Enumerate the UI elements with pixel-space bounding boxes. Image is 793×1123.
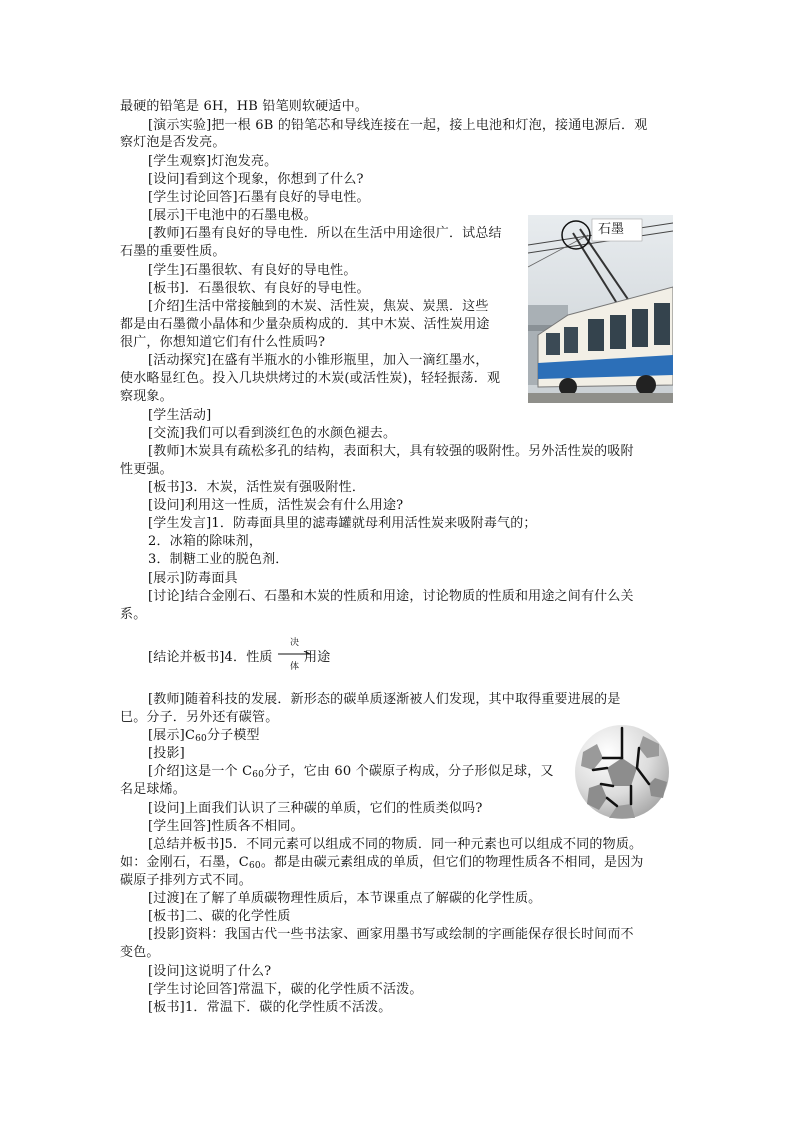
text-line: 很广，你想知道它们有什么性质吗? [120,335,326,350]
text-line: [板书]1．常温下．碳的化学性质不活泼。 [148,1000,392,1015]
text-line: [板书]二、碳的化学性质 [148,909,291,924]
text-line: [学生]石墨很软、有良好的导电性。 [148,263,357,278]
text-line: [投影]资料：我国古代一些书法家、画家用墨书写或绘制的字画能保存很长时间而不 [148,927,634,942]
text-line: [演示实验]把一根 6B 的铅笔芯和导线连接在一起，接上电池和灯泡，接通电源后．观 [148,118,648,133]
text-line: 名足球烯。 [120,782,187,797]
text-line: [学生讨论回答]石墨有良好的导电性。 [148,190,370,205]
text-line: 变色。 [120,945,160,960]
text-line: 察灯泡是否发亮。 [120,135,226,150]
fraction-bottom: 体 [290,662,300,672]
text-line: [板书]3．木炭，活性炭有强吸附性． [148,480,366,495]
text-line: [总结并板书]5．不同元素可以组成不同的物质．同一种元素也可以组成不同的物质。 [148,837,643,852]
text-line: [学生发言]1．防毒面具里的滤毒罐就母利用活性炭来吸附毒气的； [148,516,537,531]
text-line: 石墨的重要性质。 [120,244,226,259]
text-line: [学生活动] [148,408,212,423]
text-line: [学生讨论回答]常温下，碳的化学性质不活泼。 [148,982,423,997]
text-line: 2．冰箱的除味剂， [148,534,263,549]
text-line: [教师]随着科技的发展．新形态的碳单质逐渐被人们发现，其中取得重要进展的是 [148,692,621,707]
trolleybus-photo [528,215,673,403]
text-line: 都是由石墨微小晶体和少量杂质构成的．其中木炭、活性炭用途 [120,317,490,332]
text-line: [过渡]在了解了单质碳物理性质后，本节课重点了解碳的化学性质。 [148,891,542,906]
text-line: [介绍]生活中常接触到的木炭、活性炭，焦炭、炭黑．这些 [148,299,489,314]
text-line: [学生观察]灯泡发亮。 [148,154,278,169]
text-line: 察现象。 [120,389,173,404]
text-line: [讨论]结合金刚石、石墨和木炭的性质和用途，讨论物质的性质和用途之间有什么关 [148,589,634,604]
text-line: 使水略显红色。投入几块烘烤过的木炭(或活性炭)，轻轻振荡．观 [120,371,501,386]
text-line: [设问]这说明了什么? [148,964,272,979]
photo-label: 石墨 [598,222,625,237]
c60-model-image [573,722,671,822]
text-line: 最硬的铅笔是 6H，HB 铅笔则软硬适中。 [120,99,368,114]
text-line: 碳原子排列方式不同。 [120,873,253,888]
text-line: 性更强。 [120,462,173,477]
text-line: [展示]C60分子模型 [148,728,260,744]
text-line: [活动探究]在盛有半瓶水的小锥形瓶里，加入一滴红墨水， [148,353,489,368]
text-line: 如：金刚石，石墨，C60。都是由碳元素组成的单质，但它们的物理性质各不相同，是因为 [120,855,644,871]
text-line: [设问]看到这个现象，你想到了什么? [148,172,364,187]
text-line: [展示]防毒面具 [148,571,238,586]
text-line: [展示]干电池中的石墨电极。 [148,208,317,223]
text-line: [教师]木炭具有疏松多孔的结构，表面积大，具有较强的吸附性。另外活性炭的吸附 [148,444,634,459]
text-line: [介绍]这是一个 C60分子，它由 60 个碳原子构成，分子形似足球，又 [148,764,554,780]
text-line: 系。 [120,607,147,622]
text-line: [交流]我们可以看到淡红色的水颜色褪去。 [148,426,397,441]
text-line: [设问]上面我们认识了三种碳的单质，它们的性质类似吗? [148,801,483,816]
text-line: 用途 [304,650,331,665]
text-line: [教师]石墨有良好的导电性．所以在生活中用途很广．试总结 [148,226,502,241]
text-line: [学生回答]性质各不相同。 [148,819,304,834]
text-line: [设问]利用这一性质，活性炭会有什么用途? [148,498,404,513]
text-line: 巳。分子．另外还有碳管。 [120,710,279,725]
text-line: [投影] [148,746,185,761]
text-line: [结论并板书]4．性质 [148,650,273,665]
text-line: 3．制糖工业的脱色剂． [148,552,289,567]
fraction-top: 决 [290,638,300,648]
text-line: [板书]．石墨很软、有良好的导电性。 [148,281,370,296]
